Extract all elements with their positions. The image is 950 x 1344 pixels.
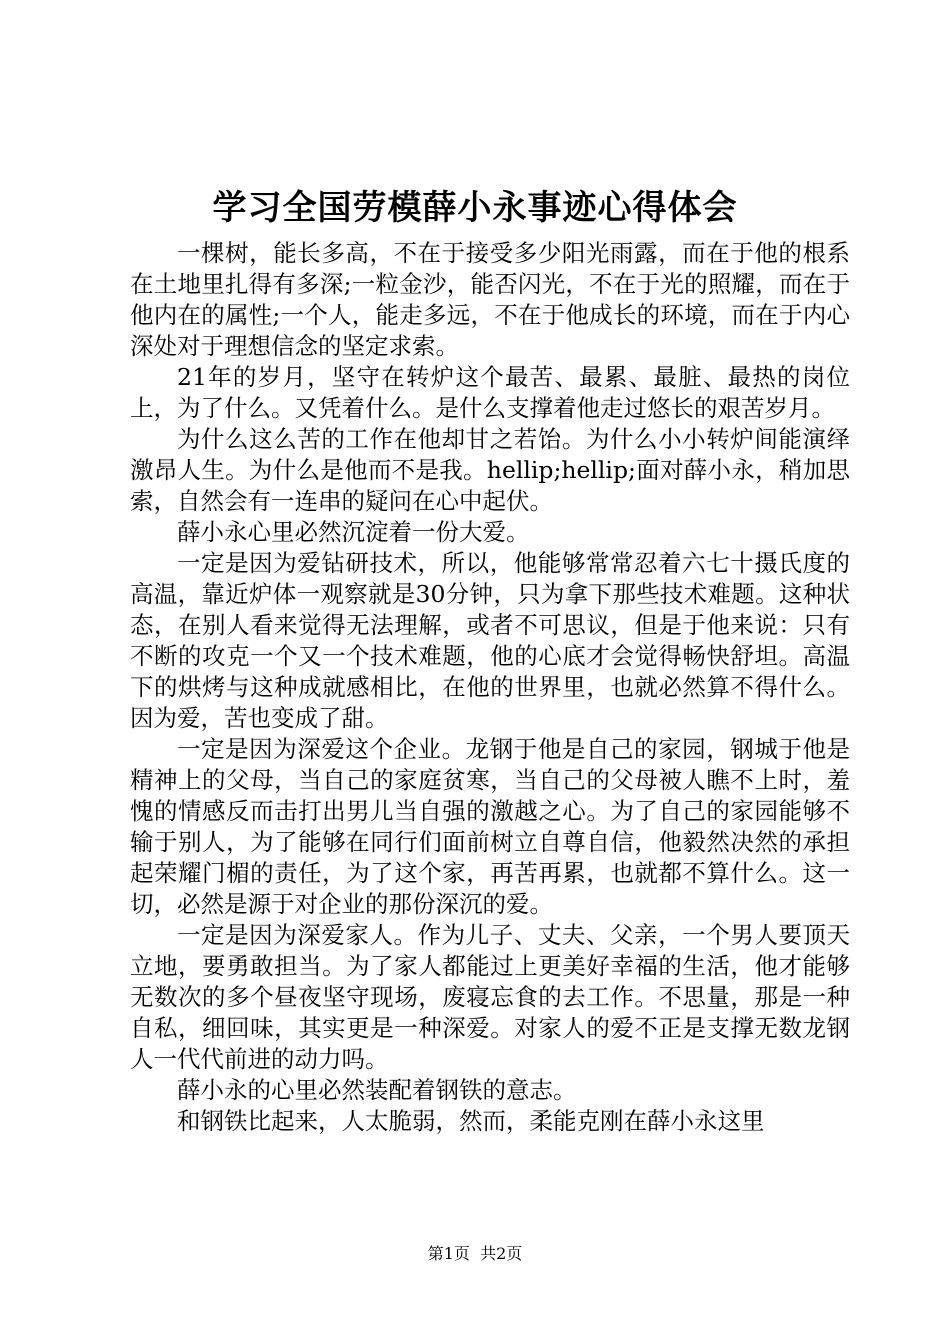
document-body <box>130 238 850 1137</box>
paragraph: 21年的岁月，坚守在转炉这个最苦、最累、最脏、最热的岗位上，为了什么。又凭着什么。是什么支撑着他走过悠长的艰苦岁月。 <box>130 363 850 422</box>
page-number-footer: 第1页 共2页 <box>427 1244 523 1263</box>
document-title: 学习全国劳模薛小永事迹心得体会 <box>212 188 738 228</box>
paragraph: 一定是因为深爱家人。作为儿子、丈夫、父亲，一个男人要顶天立地，要勇敢担当。为了家人都能过上更美好幸福的生活，他才能够无数次的多个昼夜坚守现场，废寝忘食的去工作。不思量，那是一种自私，细回味，其实更是一种深爱。对家人的爱不正是支撑无数龙钢人一代代前进的动力吗。 <box>130 921 850 1073</box>
paragraph: 薛小永的心里必然装配着钢铁的意志。 <box>177 1076 577 1104</box>
paragraph: 和钢铁比起来，人太脆弱，然而，柔能克刚在薛小永这里 <box>177 1107 765 1135</box>
paragraph: 一定是因为爱钻研技术，所以，他能够常常忍着六七十摄氏度的高温，靠近炉体一观察就是30分钟，只为拿下那些技术难题。这种状态，在别人看来觉得无法理解，或者不可思议，但是于他来说：只有不断的攻克一个又一个技术难题，他的心底才会觉得畅快舒坦。高温下的烘烤与这种成就感相比，在他的世界里，也就必然算不得什么。因为爱，苦也变成了甜。 <box>130 549 850 732</box>
paragraph: 一棵树，能长多高，不在于接受多少阳光雨露，而在于他的根系在土地里扎得有多深;一粒金沙，能否闪光，不在于光的照耀，而在于他内在的属性;一个人，能走多远，不在于他成长的环境，而在于内心深处对于理想信念的坚定求索。 <box>130 239 850 360</box>
paragraph: 为什么这么苦的工作在他却甘之若饴。为什么小小转炉间能演绎激昂人生。为什么是他而不是我。hellip;hellip;面对薛小永，稍加思索，自然会有一连串的疑问在心中起伏。 <box>130 425 850 515</box>
paragraph: 薛小永心里必然沉淀着一份大爱。 <box>177 518 530 546</box>
paragraph: 一定是因为深爱这个企业。龙钢于他是自己的家园，钢城于他是精神上的父母，当自己的家庭贫寒，当自己的父母被人瞧不上时，羞愧的情感反而击打出男儿当自强的激越之心。为了自己的家园能够不输于别人，为了能够在同行们面前树立自尊自信，他毅然决然的承担起荣耀门楣的责任，为了这个家，再苦再累，也就都不算什么。这一切，必然是源于对企业的那份深沉的爱。 <box>130 735 850 918</box>
